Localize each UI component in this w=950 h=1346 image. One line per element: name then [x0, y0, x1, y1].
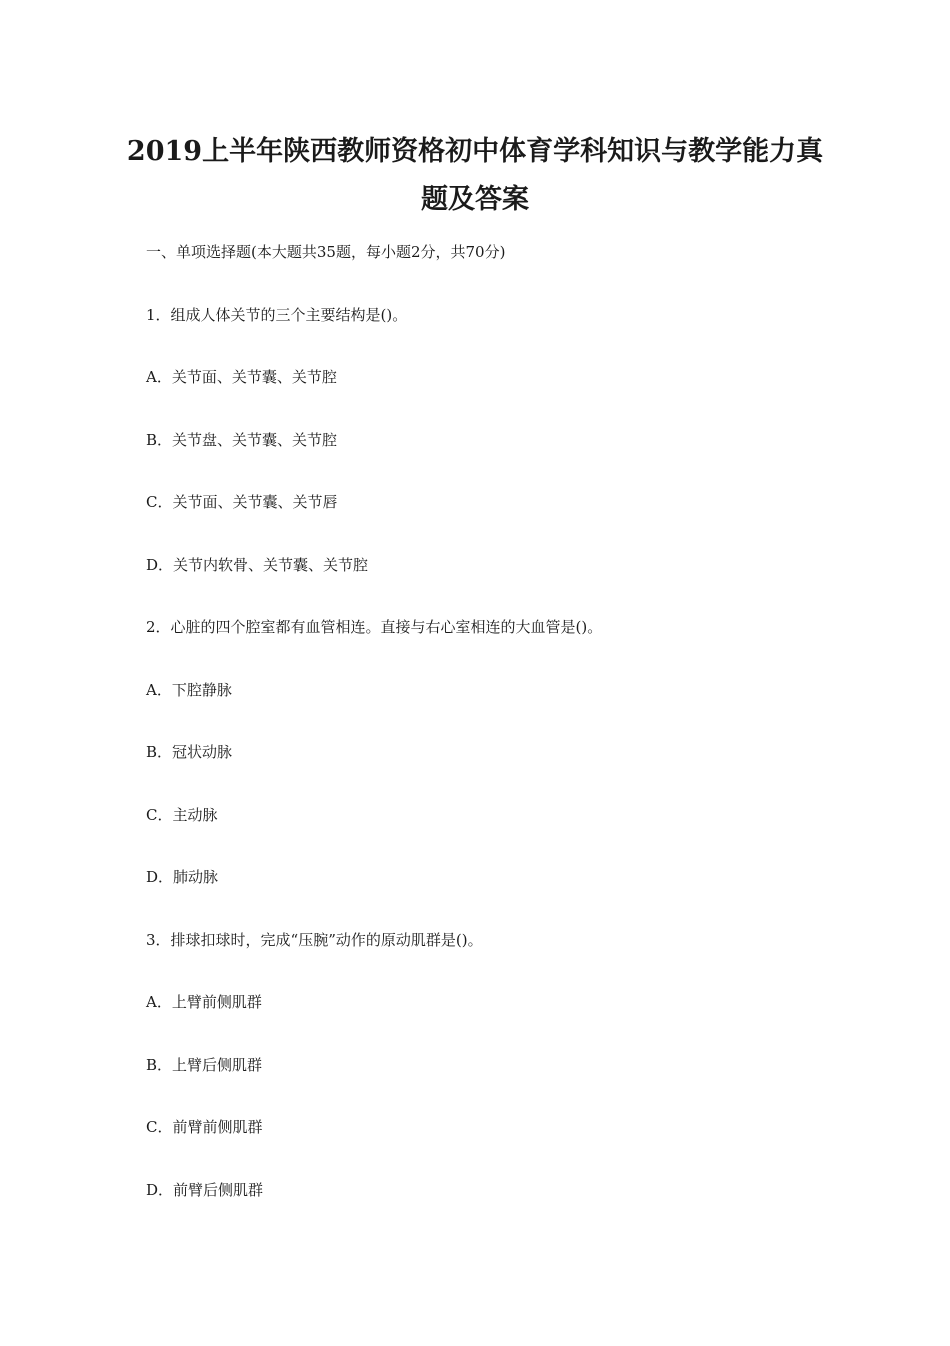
question-3-option-a: A．上臂前侧肌群 [146, 993, 262, 1011]
question-3-option-b: B．上臂后侧肌群 [146, 1056, 263, 1074]
question-1-option-a: A．关节面、关节囊、关节腔 [146, 368, 337, 386]
question-1-option-d: D．关节内软骨、关节囊、关节腔 [146, 556, 369, 574]
question-2-option-c: C．主动脉 [146, 806, 218, 824]
section-heading: 一、单项选择题(本大题共35题，每小题2分，共70分) [146, 243, 506, 261]
question-stem-2: 2．心脏的四个腔室都有血管相连。直接与右心室相连的大血管是()。 [146, 618, 603, 636]
document-title-line-2: 题及答案 [421, 184, 529, 215]
question-1-option-c: C．关节面、关节囊、关节唇 [146, 493, 338, 511]
question-1-option-b: B．关节盘、关节囊、关节腔 [146, 431, 338, 449]
question-stem-1: 1．组成人体关节的三个主要结构是()。 [146, 306, 408, 324]
question-2-option-d: D．肺动脉 [146, 868, 219, 886]
question-stem-3: 3．排球扣球时，完成“压腕”动作的原动肌群是()。 [146, 931, 483, 949]
question-3-option-d: D．前臂后侧肌群 [146, 1181, 264, 1199]
document-title-line-1: 2019上半年陕西教师资格初中体育学科知识与教学能力真 [126, 136, 824, 167]
question-2-option-b: B．冠状动脉 [146, 743, 233, 761]
question-2-option-a: A．下腔静脉 [146, 681, 232, 699]
question-3-option-c: C．前臂前侧肌群 [146, 1118, 263, 1136]
